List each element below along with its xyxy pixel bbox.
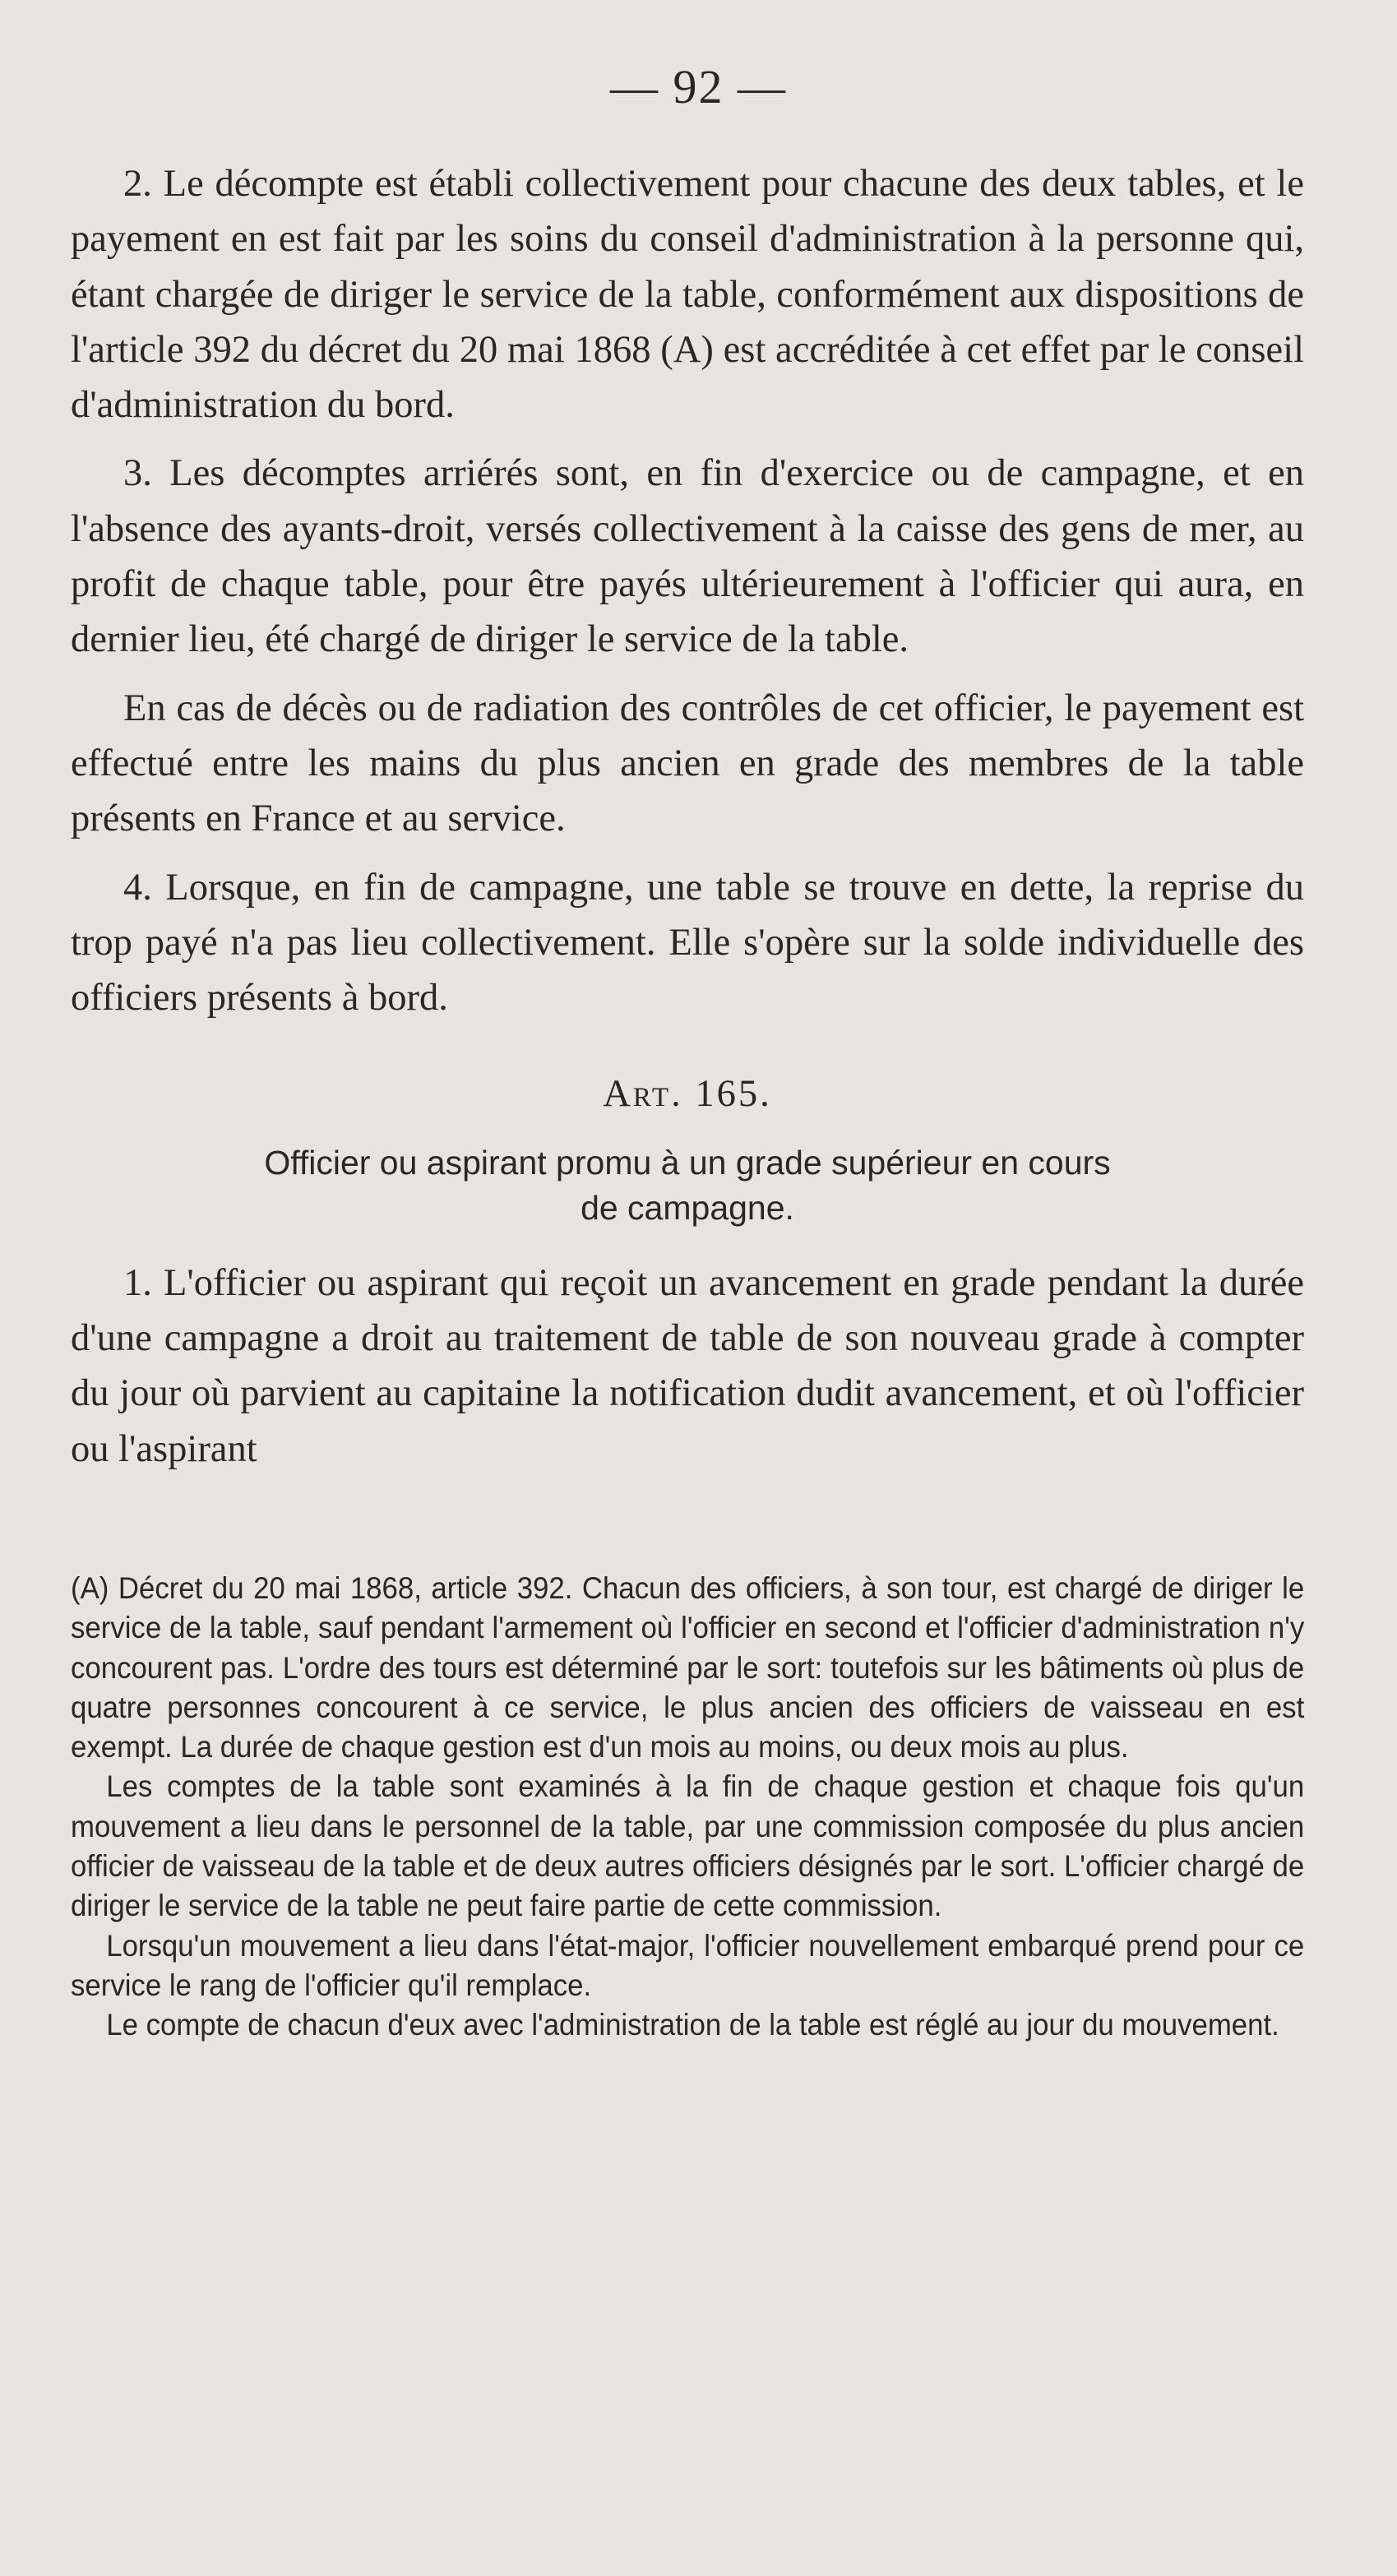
paragraph-4: 4. Lorsque, en fin de campagne, une table se trouve en dette, la reprise du trop payé n'a pas lieu collectivement. Elle s'opère sur la solde individuelle des officiers présents à bord. (71, 866, 1304, 1020)
footnote-compte: Le compte de chacun d'eux avec l'administration de la table est réglé au jour du mouvement. (106, 2008, 1279, 2042)
paragraph-deces: En cas de décès ou de radiation des contrôles de cet officier, le payement est effectué entre les mains du plus ancien en grade des membres de la table présents en France et au service. (71, 687, 1304, 840)
footnotes (71, 1569, 1304, 2046)
article-title (71, 1140, 1304, 1231)
article-heading: Art. 165. (603, 1073, 772, 1116)
main-text (71, 156, 1304, 1477)
page-number: — 92 — (610, 60, 787, 113)
footnote-mouvement: Lorsqu'un mouvement a lieu dans l'état-major, l'officier nouvellement embarqué prend pour ce service le rang de l'officier qu'il remplace. (71, 1928, 1305, 2002)
article-title-line-2: de campagne. (581, 1188, 794, 1227)
paragraph-2: 2. Le décompte est établi collectivement pour chacune des deux tables, et le payement en est fait par les soins du conseil d'administration à la personne qui, étant chargée de diriger le service de la table, conformément aux dispositions de l'article 392 du décret du 20 mai 1868 (A) est accréditée à cet effet par le conseil d'administration du bord. (71, 163, 1304, 427)
footnote-comptes: Les comptes de la table sont examinés à la fin de chaque gestion et chaque fois qu'un mouvement a lieu dans le personnel de la table, par une commission composée du plus ancien officier de vaisseau de la table et de deux autres officiers désignés par le sort. L'officier chargé de diriger le service de la table ne peut faire partie de cette commission. (71, 1769, 1305, 1923)
article-title-line-1: Officier ou aspirant promu à un grade supérieur en cours (264, 1143, 1111, 1182)
paragraph-3: 3. Les décomptes arriérés sont, en fin d'exercice ou de campagne, et en l'absence des ayants-droit, versés collectivement à la caisse des gens de mer, au profit de chaque table, pour être payés ultérieurement à l'officier qui aura, en dernier lieu, été chargé de diriger le service de la table. (71, 452, 1304, 661)
article-paragraph-1: 1. L'officier ou aspirant qui reçoit un avancement en grade pendant la durée d'une campagne a droit au traitement de table de son nouveau grade à compter du jour où parvient au capitaine la notification dudit avancement, et où l'officier ou l'aspirant (71, 1261, 1304, 1470)
footnote-a: (A) Décret du 20 mai 1868, article 392. Chacun des officiers, à son tour, est chargé de diriger le service de la table, sauf pendant l'armement où l'officier en second et l'officier d'administration n'y concourent pas. L'ordre des tours est déterminé par le sort: toutefois sur les bâtiments où plus de quatre personnes concourent à ce service, le plus ancien des officiers de vaisseau en est exempt. La durée de chaque gestion est d'un mois au moins, ou deux mois au plus. (71, 1571, 1305, 1764)
